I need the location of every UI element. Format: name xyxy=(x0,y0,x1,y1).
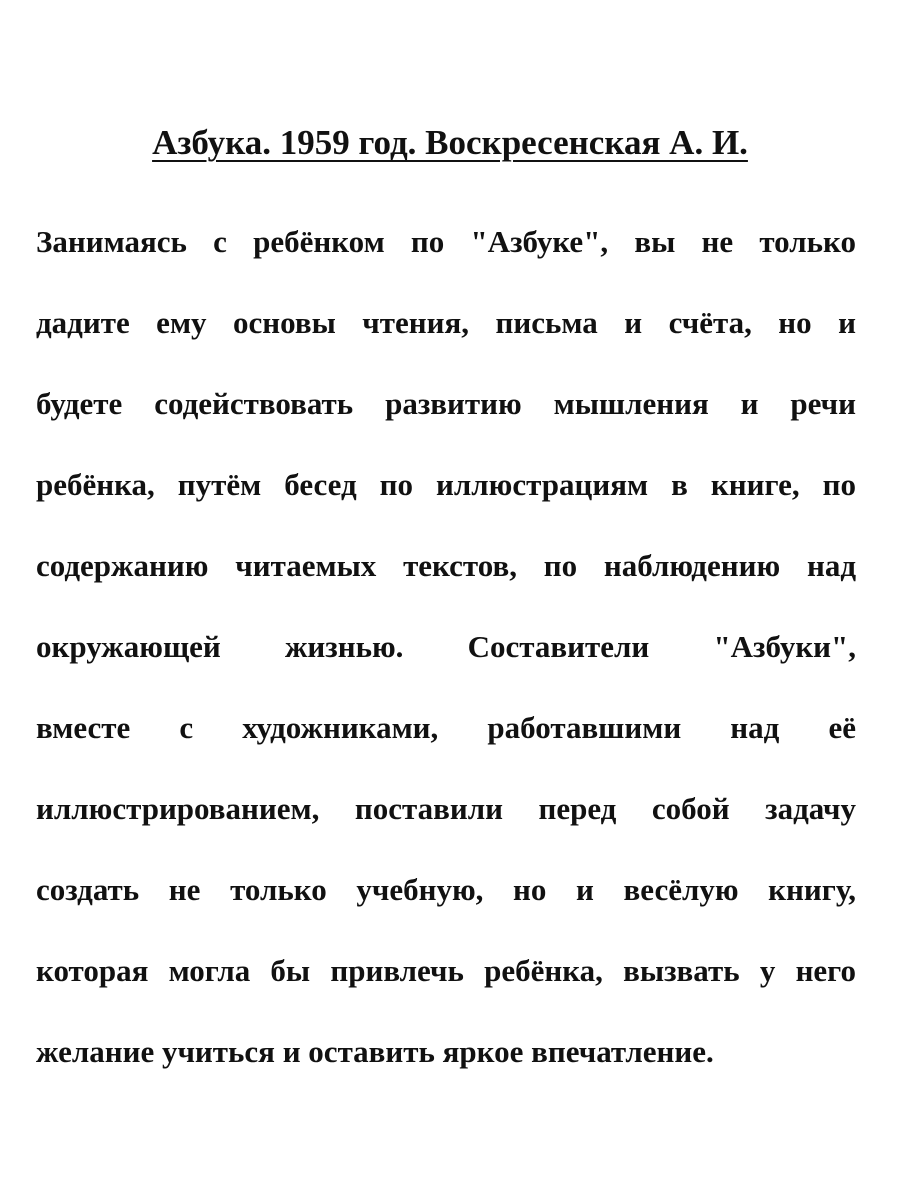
document-title: Азбука. 1959 год. Воскресенская А. И. xyxy=(152,123,748,162)
body-line: желание учиться и оставить яркое впечатление. xyxy=(36,1034,714,1069)
body-line: вместе с художниками, работавшими над её xyxy=(36,710,856,745)
body-line: Занимаясь с ребёнком по "Азбуке", вы не только xyxy=(36,224,856,259)
body-line: дадите ему основы чтения, письма и счёта, но и xyxy=(36,305,856,340)
body-line: содержанию читаемых текстов, по наблюдению над xyxy=(36,548,856,583)
body-line: будете содействовать развитию мышления и речи xyxy=(36,386,856,421)
body-line: иллюстрированием, поставили перед собой задачу xyxy=(36,791,856,826)
body-line: ребёнка, путём бесед по иллюстрациям в книге, по xyxy=(36,467,856,502)
document-body xyxy=(36,212,856,1103)
body-line: окружающей жизнью. Составители "Азбуки", xyxy=(36,629,856,664)
body-line: которая могла бы привлечь ребёнка, вызвать у него xyxy=(36,953,856,988)
body-line: создать не только учебную, но и весёлую книгу, xyxy=(36,872,856,907)
